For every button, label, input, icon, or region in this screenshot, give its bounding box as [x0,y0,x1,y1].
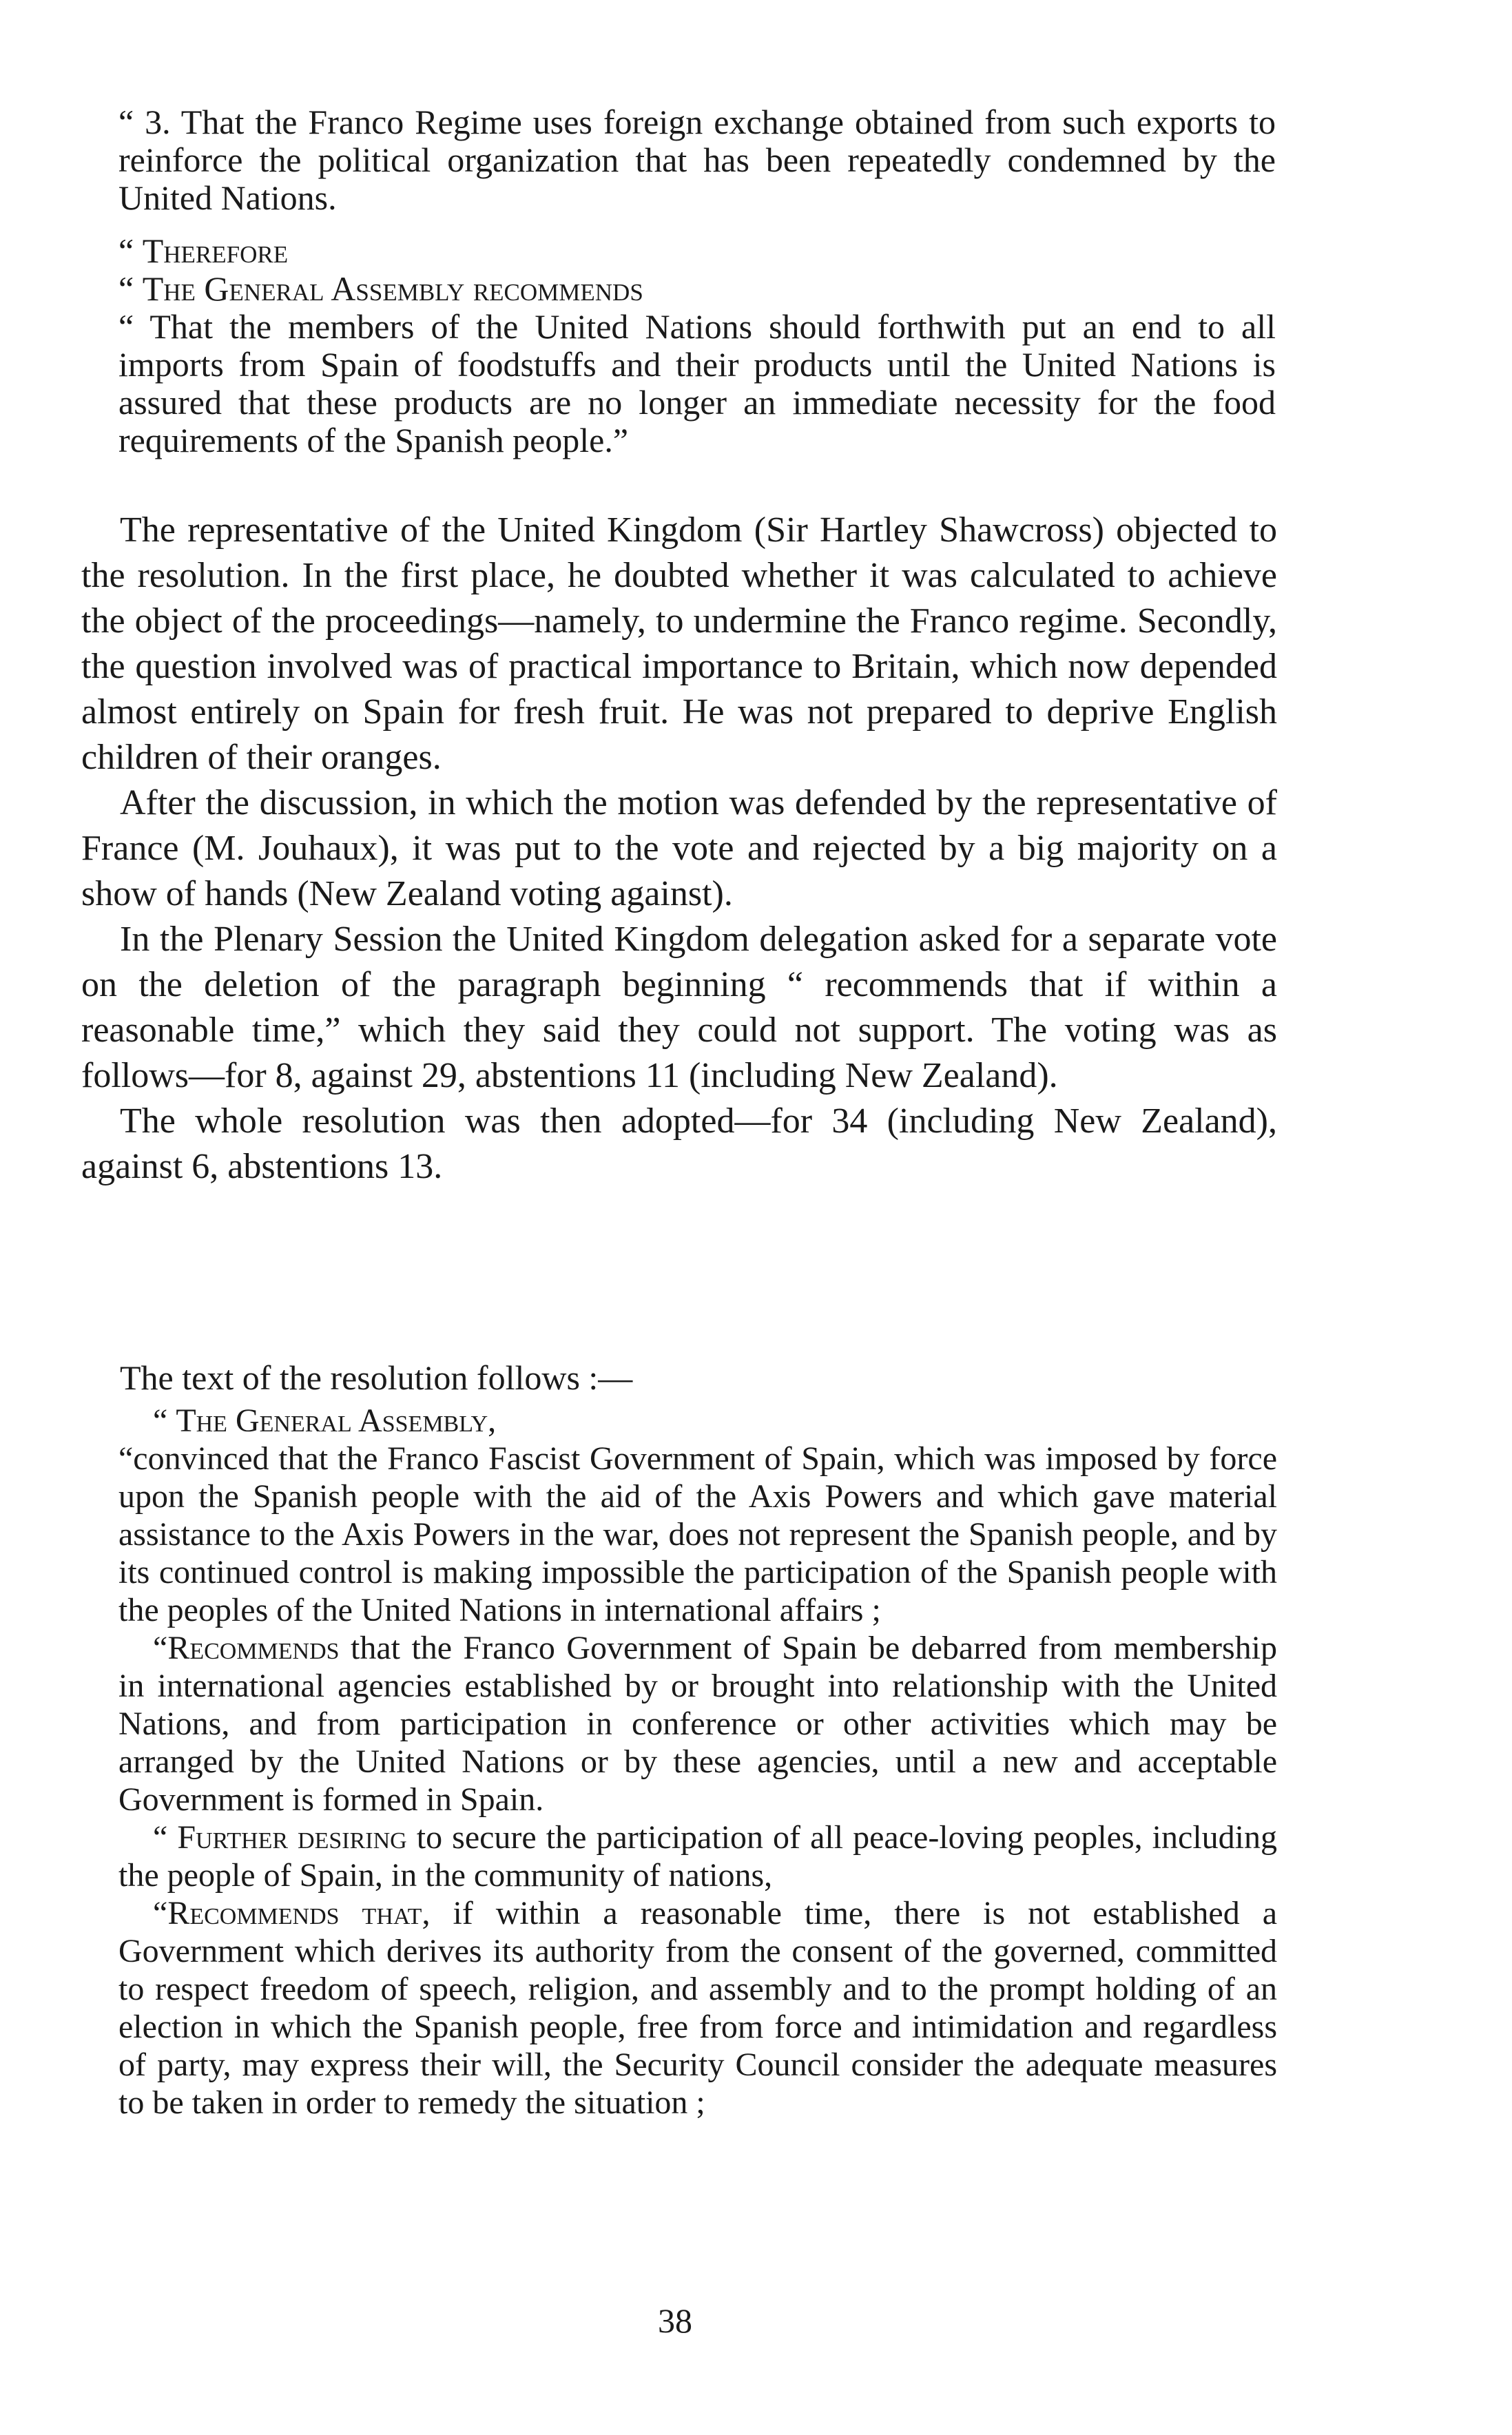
recommends-that-paragraph: “Recommends that, if within a reasonable time, there is not established a Government which derives its authority from the consent of the governed, committed to respect freedom of speech, religion, and assembly and to the prompt holding of an election in which the Spanish people, free from force and intimidation and regardless of party, may express their will, the Security Council consider the adequate measures to be taken in order to remedy the situation ; [118,1895,1278,2121]
draft-resolution-quote [118,103,1276,459]
assembly-recommends-line: “ The General Assembly recommends [118,269,643,308]
resolution-intro: The text of the resolution follows :— [120,1358,633,1397]
narrative-paragraph-4: The whole resolution was then adopted—for 34 (including New Zealand), against 6, abstentions 13. [81,1101,1277,1186]
recommendation-paragraph: “ That the members of the United Nations should forthwith put an end to all imports from Spain of foodstuffs and their products until the United Nations is assured that these products are no longer an immediate necessity for the food requirements of the Spanish people.” [118,307,1276,459]
point-three: “ 3. That the Franco Regime uses foreign exchange obtained from such exports to reinforce the political organization that has been repeatedly condemned by the United Nations. [118,103,1276,217]
narrative-paragraph-3: In the Plenary Session the United Kingdom delegation asked for a separate vote on the deletion of the paragraph beginning “ recommends that if within a reasonable time,” which they said they could not support. The voting was as follows—for 8, against 29, abstentions 11 (including New Zealand). [81,920,1277,1095]
further-desiring-paragraph: “ Further desiring to secure the participation of all peace-loving peoples, including the people of Spain, in the community of nations, [118,1819,1277,1894]
resolution-text [118,1402,1277,2122]
resolution-heading: “ The General Assembly, [153,1402,497,1439]
page-number: 38 [658,2301,692,2340]
therefore-heading: Therefore [142,231,289,270]
convinced-paragraph: “convinced that the Franco Fascist Government of Spain, which was imposed by force upon the Spanish people with the aid of the Axis Powers and which gave material assistance to the Axis Powers in the war, does not represent the Spanish people, and by its continued control is making impossible the participation of the Spanish people with the peoples of the United Nations in international affairs ; [118,1440,1277,1628]
assembly-recommends-heading: The General Assembly recommends [142,269,643,308]
narrative-section [81,508,1277,1190]
narrative-paragraph-1: The representative of the United Kingdom (Sir Hartley Shawcross) objected to the resolution. In the first place, he doubted whether it was calculated to achieve the object of the proceedings—namely, to undermine the Franco regime. Secondly, the question involved was of practical importance to Britain, which now depended almost entirely on Spain for fresh fruit. He was not prepared to deprive English children of their oranges. [81,510,1277,777]
therefore-line: “ Therefore [118,231,289,270]
recommends-paragraph: “Recommends that the Franco Government of Spain be debarred from membership in international agencies established by or brought into relationship with the United Nations, and from participation in conference or other activities which may be arranged by the United Nations or by these agencies, until a new and acceptable Government is formed in Spain. [118,1630,1277,1818]
narrative-paragraph-2: After the discussion, in which the motion was defended by the representative of France (M. Jouhaux), it was put to the vote and rejected by a big majority on a show of hands (New Zealand voting against). [81,783,1277,913]
